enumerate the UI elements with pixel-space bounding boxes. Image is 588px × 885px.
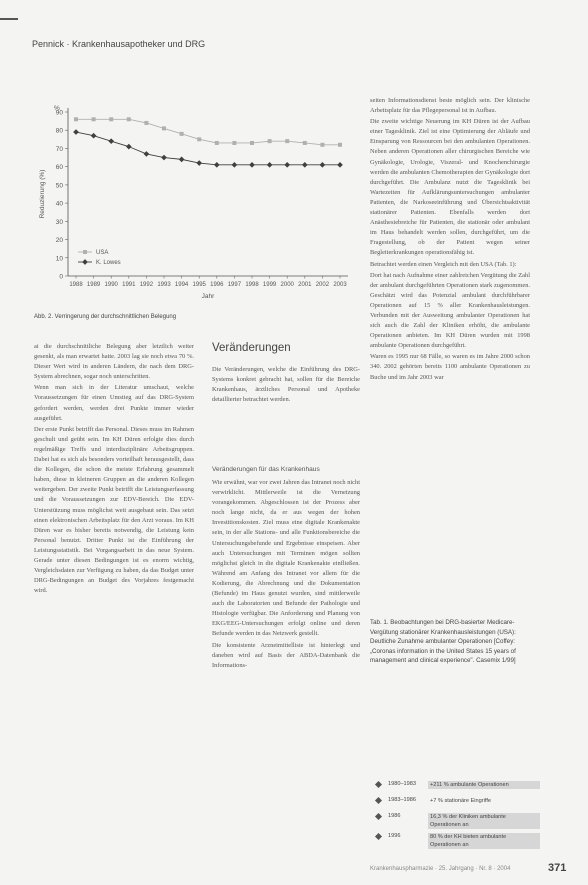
- data-point-k-lowes: [320, 162, 326, 168]
- figure-caption: Abb. 2. Verringerung der durchschnittlichen Belegung: [34, 314, 177, 320]
- table-row: [370, 810, 540, 831]
- table-row: [370, 830, 540, 851]
- x-tick-label: 1990: [104, 282, 118, 288]
- data-point-usa: [162, 126, 166, 130]
- data-point-k-lowes: [126, 144, 132, 150]
- column-1: [34, 342, 194, 597]
- table-desc: +211 % ambulante Operationen: [428, 781, 540, 789]
- data-point-k-lowes: [108, 138, 114, 144]
- data-point-usa: [144, 121, 148, 125]
- paragraph: Wie erwähnt, war vor zwei Jahren das Intranet noch nicht verwirklicht. Mittlerweile ist die Vernetzung vorangekommen. Abgeschlossen ist der Prozess aber noch lange nicht, da er aus wegen der hohen Investitionskosten. Ziel muss eine digitale Krankenakte sein, in der alle Stations- und alle Funktionsbereiche die Untersuchungsbefunde und Ergebnisse einspeisen. Aber auch Untersuchungen mit Terminen mögen sollten möglichst gleich in die digitale Krankenakte einfließen. Während am Anfang des Intranet vor allem für die Kodierung, die Abrechnung und die Dokumentation (Befunde) im Haus genutzt wurden, sind mittlerweile auch die Laboratorien und Befunde der Pathologie und Histologie verfügbar. Die Anforderung und Planung von EKG/EEG-Untersuchungen erfolgt online und deren Befunde werden in das Netzwerk gestellt.: [212, 479, 360, 638]
- x-tick-label: 1993: [157, 282, 171, 288]
- data-point-usa: [320, 143, 324, 147]
- paragraph: Die konsistente Arzneimittelliste ist hinterlegt und daneben wird auf Basis der ABDA-Datenbank die Informations-: [212, 641, 360, 669]
- y-tick-label: 10: [55, 255, 63, 263]
- data-point-k-lowes: [161, 155, 167, 161]
- x-tick-label: 2003: [333, 282, 347, 288]
- y-tick-label: 60: [55, 164, 63, 172]
- x-tick-label: 1988: [69, 282, 83, 288]
- data-point-usa: [92, 117, 96, 121]
- y-tick-label: 70: [55, 145, 63, 153]
- table-desc: +7 % stationäre Eingriffe: [430, 798, 491, 804]
- subsection-heading: Veränderungen für das Krankenhaus: [212, 466, 320, 473]
- table-caption: Tab. 1. Beobachtungen bei DRG-basierter Medicare-Vergütung stationärer Krankenhausleistungen (USA): Deutliche Zunahme ambulanter Operationen [Coffey: „Coronas information in the United States 15 years of management and clinical experience". Casemix 1/99]: [370, 619, 516, 665]
- column-3: [370, 96, 530, 384]
- paragraph: Die Veränderungen, welche die Einführung des DRG-Systems konkret gebracht hat, sollen für die Bereiche Krankenhaus, ärztliches Personal und Apotheke detaillierter betrachtet werden.: [212, 366, 360, 404]
- paragraph: Dort hat nach Aufnahme einer zahlreichen Vergütung die Zahl der ambulant durchgeführten Operationen stark zugenommen. Geschätzt wird das Potenzial ambulant durchführbarer Operationen auf 15 % aller Krankenhausleistungen. Verbunden mit der Ausweitung ambulanter Operationen hat sich auch die Zahl der Kliniken erhöht, die ambulante Operationen anbieten. Im KH Düren wurden mit 1998 ambulante Operationen durchgeführt.: [370, 271, 530, 350]
- paragraph: Die zweite wichtige Neuerung im KH Düren ist der Aufbau einer Tagesklinik. Ziel ist eine Optimierung der Abläufe und Einsparung von Ressourcen bei den ambulanten Operationen. Neben anderen Operationen aller chirurgischen Bereiche wie Gynäkologie, Urologie, Viszeral- und Knochenchirurgie werden die ambulanten Chemotherapien der Gynäkologie dort durchgeführt. Die Ambulanz nutzt die Tagesklinik bei Wartezeiten für Aufklärungsuntersuchungen ambulanter Patienten, die Narkoseeinführung und Übersichtsaktivität stationärer Patienten. Ebenfalls werden dort Anästhesiebreiche für Patienten, die stationär oder ambulant im Haus behandelt werden sollen, durchgeführt, um die Fragestellung, ob der Patient wegen seiner Begleiterkrankungen operationsfähig ist.: [370, 118, 530, 257]
- bullet-icon: [375, 813, 382, 820]
- page-number: 371: [548, 862, 567, 874]
- data-point-usa: [215, 141, 219, 145]
- bullet-icon: [375, 833, 382, 840]
- bullet-icon: [375, 781, 382, 788]
- data-point-k-lowes: [232, 162, 238, 168]
- y-axis-title: Reduzierung (%): [39, 169, 46, 219]
- data-point-k-lowes: [284, 162, 290, 168]
- table-desc: 16,3 % der Kliniken ambulante Operationen an: [428, 813, 540, 829]
- bullet-icon: [375, 797, 382, 804]
- x-tick-label: 1997: [227, 282, 242, 288]
- table-year: 1986: [388, 813, 401, 819]
- data-point-k-lowes: [73, 129, 79, 135]
- data-point-usa: [127, 117, 131, 121]
- running-head: Pennick · Krankenhausapotheker und DRG: [32, 39, 206, 49]
- x-tick-label: 2001: [298, 282, 312, 288]
- data-point-k-lowes: [249, 162, 255, 168]
- page-footer: Krankenhauspharmazie · 25. Jahrgang · Nr. 8 · 2004: [370, 866, 511, 872]
- y-tick-label: 50: [55, 182, 63, 190]
- x-tick-label: 1991: [122, 282, 136, 288]
- y-tick-label: 40: [55, 200, 63, 208]
- y-tick-label: 80: [55, 127, 63, 135]
- x-tick-label: 2002: [315, 282, 330, 288]
- paragraph: Wenn man sich in der Literatur umschaut, welche Voraussetzungen für einen Umstieg auf das DRG-System gefordert werden, werden drei Punkte immer wieder ausgeführt.: [34, 384, 194, 422]
- paragraph: Waren es 1995 nur 68 Fälle, so waren es im Jahre 2000 schon 340. 2002 gehörten bereits 1100 ambulante Operationen zu Buche und im Jahr 2003 war: [370, 353, 530, 381]
- y-tick-label: 90: [55, 109, 63, 117]
- x-tick-label: 1995: [192, 282, 206, 288]
- y-tick-label: 0: [59, 273, 63, 281]
- x-tick-label: 1992: [139, 282, 154, 288]
- y-tick-label: 30: [55, 218, 63, 226]
- data-point-k-lowes: [179, 157, 185, 163]
- data-point-usa: [285, 139, 289, 143]
- data-point-usa: [197, 137, 201, 141]
- section-heading: Veränderungen: [212, 342, 291, 354]
- column-2-body: [212, 478, 360, 672]
- y-tick-label: 20: [55, 237, 63, 245]
- x-tick-label: 1999: [262, 282, 277, 288]
- paragraph: Der erste Punkt betrifft das Personal. Dieses muss im Rahmen geschult und geübt sein. Im KH Düren erfolgte dies durch regelmäßige Treffs und interdisziplinäre Arbeitsgruppen. Dabei hat es sich als besonders vorteilhaft herausgestellt, dass die Kollegen, die schon die meiste Erfahrung gesammelt haben, diese in kleineren Gruppen an die anderen Kollegen weitergeben. Der zweite Punkt betrifft die Leistungserfassung und die Voraussetzungen zur EDV-Bereich. Die EDV-Unterstützung muss möglichst weit ausgebaut sein. Das setzt einen elektronischen Arbeitsplatz für den Arzt voraus. Im KH Düren war es bisher bereits notwendig, die Leistung kein Personal benutzt. Dritter Punkt ist die Einführung der Leistungsstatistik. Bei Vorgangsarbeit in das neue System. Gerade unter diesen Bedingungen ist es enorm wichtig, Vergleichsdaten zur Verfügung zu haben, da das Budget unter DRG-Bedingungen an Budget des Vorjahres festgemacht wird.: [34, 425, 194, 595]
- data-point-usa: [180, 132, 184, 136]
- series-line-usa: [76, 119, 340, 145]
- x-tick-label: 2000: [280, 282, 294, 288]
- data-point-usa: [303, 141, 307, 145]
- data-point-k-lowes: [267, 162, 273, 168]
- header-rule: [0, 18, 18, 20]
- data-point-k-lowes: [337, 162, 343, 168]
- y-unit-label: %: [54, 105, 60, 112]
- data-point-usa: [268, 139, 272, 143]
- x-tick-label: 1996: [210, 282, 224, 288]
- data-point-usa: [109, 117, 113, 121]
- paragraph: seiten Informationsdienst beste möglich sein. Der klinische Arbeitsplatz für das Pflegepersonal ist in Aufbau.: [370, 97, 530, 115]
- data-point-k-lowes: [214, 162, 220, 168]
- paragraph: Betrachtet werden einen Vergleich mit den USA (Tab. 1):: [370, 260, 517, 268]
- data-point-k-lowes: [144, 151, 150, 157]
- x-tick-label: 1998: [245, 282, 259, 288]
- data-point-usa: [338, 143, 342, 147]
- legend-marker: [83, 250, 87, 254]
- table-year: 1980–1983: [388, 781, 416, 787]
- series-line-k-lowes: [76, 132, 340, 165]
- legend-label: K. Lowes: [96, 260, 121, 267]
- line-chart: [30, 100, 360, 305]
- table-desc: 80 % der KH bieten ambulante Operationen an: [428, 833, 540, 849]
- column-2-intro: [212, 365, 360, 406]
- data-point-usa: [74, 117, 78, 121]
- table-year: 1996: [388, 833, 401, 839]
- data-point-k-lowes: [302, 162, 308, 168]
- x-tick-label: 1994: [174, 282, 189, 288]
- data-point-usa: [232, 141, 236, 145]
- x-tick-label: 1989: [86, 282, 101, 288]
- legend-label: USA: [96, 250, 109, 257]
- table-year: 1983–1986: [388, 797, 416, 803]
- data-point-k-lowes: [196, 160, 202, 166]
- data-point-usa: [250, 141, 254, 145]
- data-point-k-lowes: [91, 133, 97, 139]
- legend-marker: [82, 259, 88, 265]
- paragraph: ai die durchschnittliche Belegung aber letztlich weiter gesenkt, als man erwartet hatte. 2003 lag sie noch etwa 70 %. Dieser Wert wird in anderen Ländern, die nach dem DRG-System abrechnen, sogar noch unterschritten.: [34, 343, 194, 381]
- x-axis-title: Jahr: [201, 293, 215, 300]
